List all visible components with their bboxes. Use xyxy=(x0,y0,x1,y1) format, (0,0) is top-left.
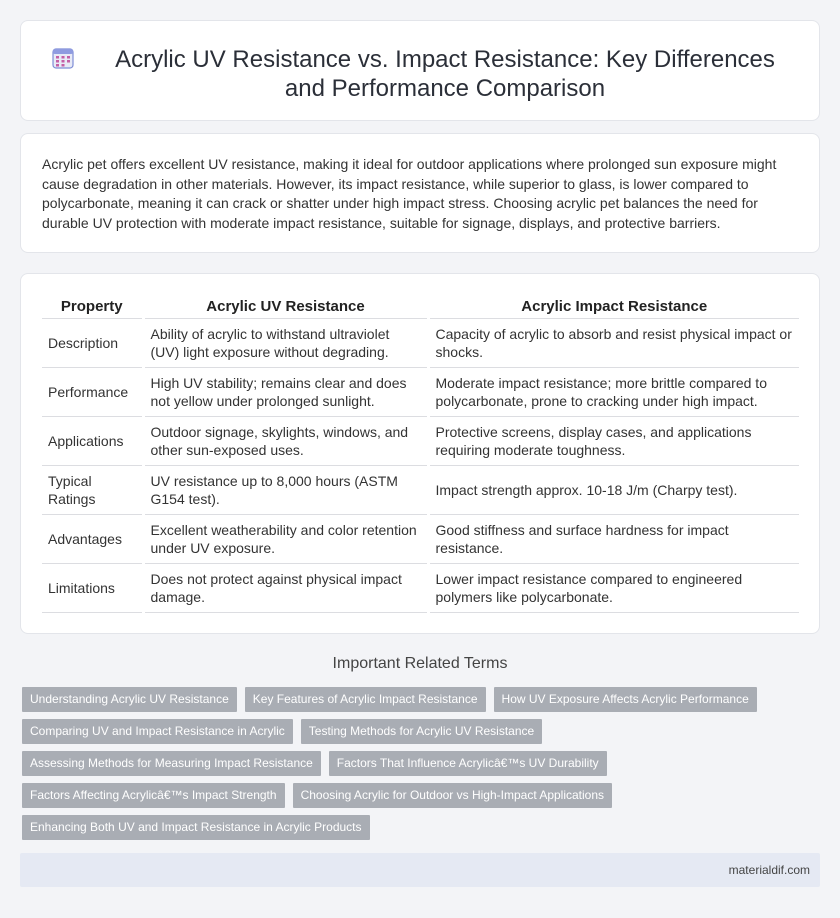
page-title: Acrylic UV Resistance vs. Impact Resistance: Key Differences and Performance Comparison xyxy=(115,46,775,102)
comparison-table-card xyxy=(20,273,820,634)
table-row xyxy=(42,465,799,514)
related-term-link[interactable]: Understanding Acrylic UV Resistance xyxy=(22,687,237,712)
table-cell: UV resistance up to 8,000 hours (ASTM G154 test). xyxy=(143,465,428,514)
intro-card xyxy=(20,133,820,253)
related-term-link[interactable]: Testing Methods for Acrylic UV Resistance xyxy=(301,719,542,744)
table-cell: Protective screens, display cases, and applications requiring moderate toughness. xyxy=(428,416,799,465)
table-cell: Excellent weatherability and color retention under UV exposure. xyxy=(143,514,428,563)
footer xyxy=(20,853,820,887)
table-row xyxy=(42,318,799,367)
table-cell-property: Advantages xyxy=(42,514,143,563)
table-cell: Capacity of acrylic to absorb and resist physical impact or shocks. xyxy=(428,318,799,367)
column-header: Acrylic UV Resistance xyxy=(143,296,428,318)
table-cell: Impact strength approx. 10-18 J/m (Charpy test). xyxy=(428,465,799,514)
column-header: Acrylic Impact Resistance xyxy=(428,296,799,318)
comparison-table xyxy=(42,296,799,613)
table-cell: Ability of acrylic to withstand ultraviolet (UV) light exposure without degrading. xyxy=(143,318,428,367)
related-term-link[interactable]: Choosing Acrylic for Outdoor vs High-Impact Applications xyxy=(293,783,612,808)
intro-paragraph: Acrylic pet offers excellent UV resistance, making it ideal for outdoor applications where prolonged sun exposure might cause degradation in other materials. However, its impact resistance, while superior to glass, is lower compared to polycarbonate, meaning it can crack or shatter under high impact stress. Choosing acrylic pet balances the need for durable UV protection with moderate impact resistance, suitable for signage, displays, and protective barriers. xyxy=(42,156,777,231)
related-term-link[interactable]: Factors Affecting Acrylicâ€™s Impact Strength xyxy=(22,783,285,808)
table-cell: Outdoor signage, skylights, windows, and other sun-exposed uses. xyxy=(143,416,428,465)
related-term-link[interactable]: Enhancing Both UV and Impact Resistance in Acrylic Products xyxy=(22,815,370,840)
related-term-link[interactable]: Assessing Methods for Measuring Impact Resistance xyxy=(22,751,321,776)
header-card xyxy=(20,20,820,121)
table-cell: Good stiffness and surface hardness for impact resistance. xyxy=(428,514,799,563)
table-cell-property: Typical Ratings xyxy=(42,465,143,514)
table-header-row xyxy=(42,296,799,318)
related-term-link[interactable]: How UV Exposure Affects Acrylic Performance xyxy=(494,687,757,712)
table-cell-property: Performance xyxy=(42,367,143,416)
table-cell-property: Limitations xyxy=(42,563,143,612)
related-term-link[interactable]: Key Features of Acrylic Impact Resistance xyxy=(245,687,486,712)
footer-site-link[interactable]: materialdif.com xyxy=(728,863,810,877)
table-row xyxy=(42,416,799,465)
table-cell-property: Applications xyxy=(42,416,143,465)
related-term-link[interactable]: Factors That Influence Acrylicâ€™s UV Durability xyxy=(329,751,607,776)
related-terms-title: Important Related Terms xyxy=(332,655,508,672)
table-row xyxy=(42,367,799,416)
table-cell: High UV stability; remains clear and does not yellow under prolonged sunlight. xyxy=(143,367,428,416)
related-terms-list xyxy=(22,687,822,847)
table-cell: Moderate impact resistance; more brittle compared to polycarbonate, prone to cracking under high impact. xyxy=(428,367,799,416)
table-row xyxy=(42,514,799,563)
related-term-link[interactable]: Comparing UV and Impact Resistance in Acrylic xyxy=(22,719,293,744)
table-row xyxy=(42,563,799,612)
table-cell-property: Description xyxy=(42,318,143,367)
table-cell: Lower impact resistance compared to engineered polymers like polycarbonate. xyxy=(428,563,799,612)
table-cell: Does not protect against physical impact damage. xyxy=(143,563,428,612)
column-header: Property xyxy=(42,296,143,318)
